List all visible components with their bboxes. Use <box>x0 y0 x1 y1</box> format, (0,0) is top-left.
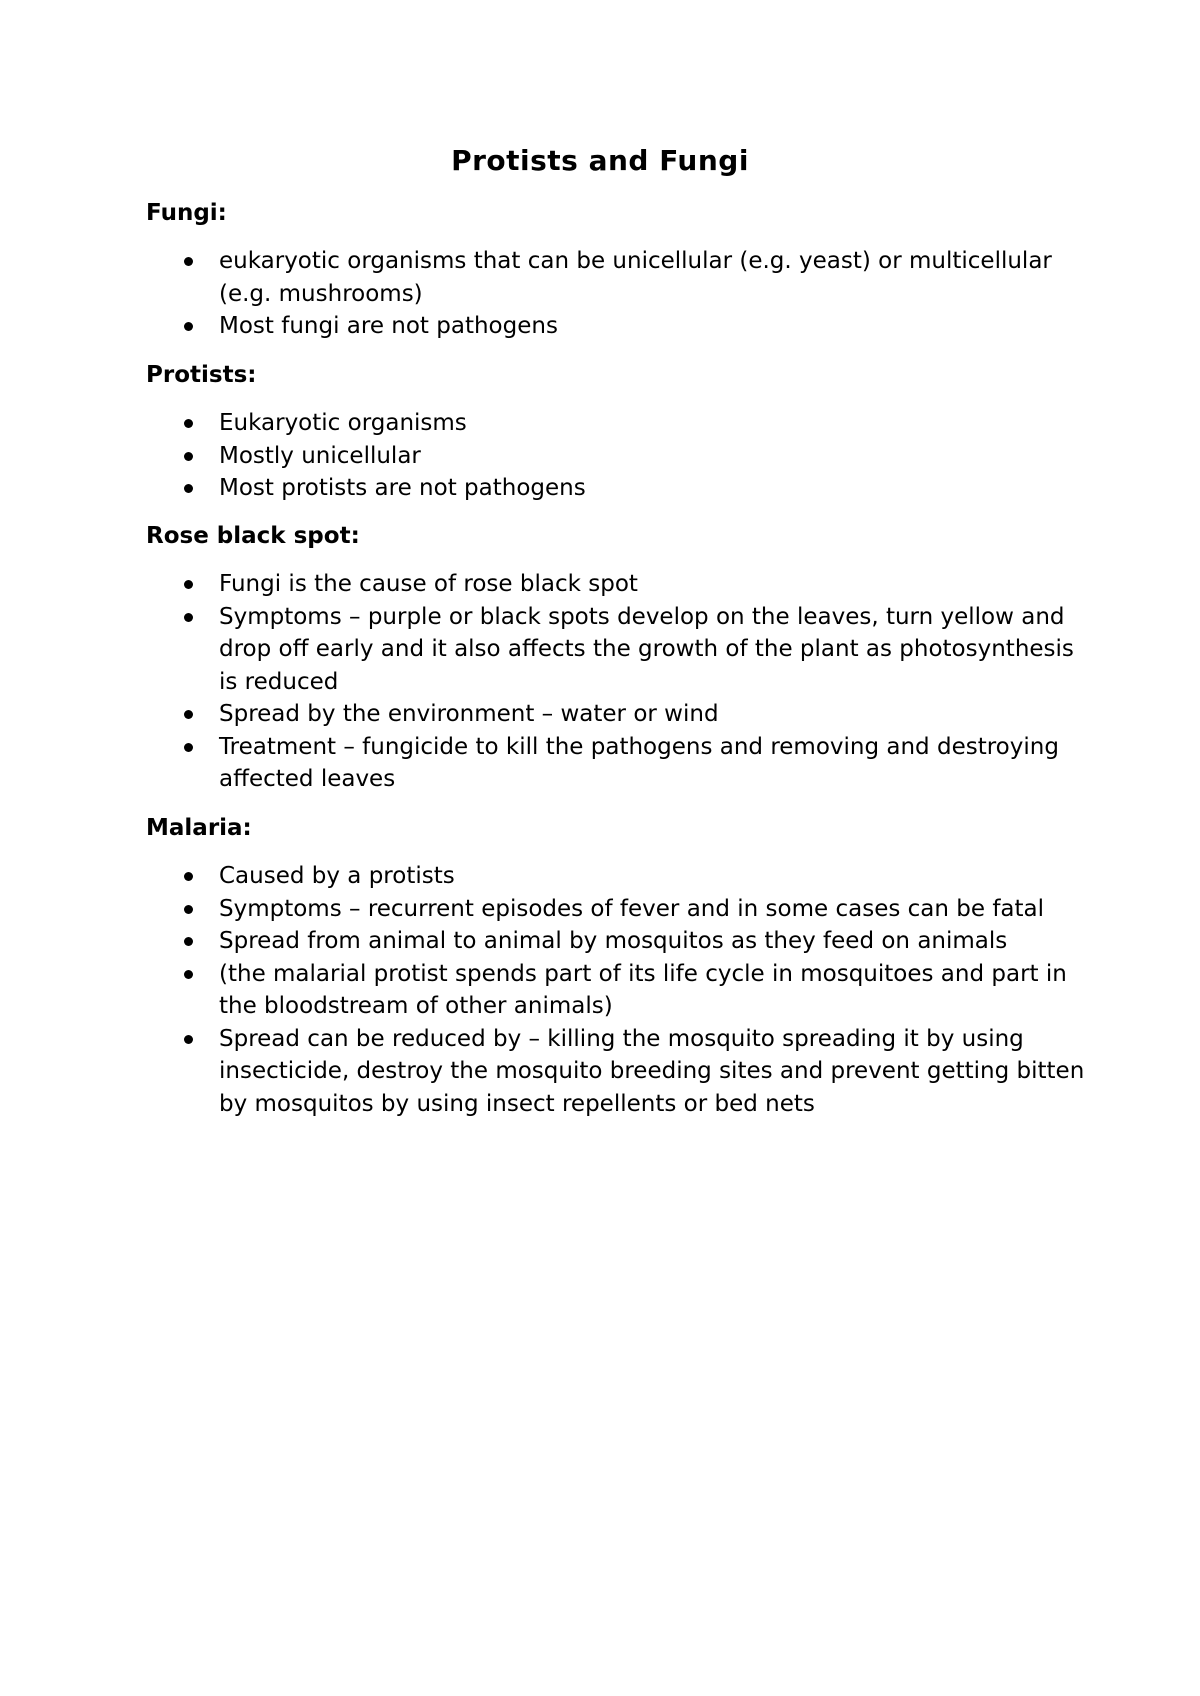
list-item-text: eukaryotic organisms that can be unicellular (e.g. yeast) or multicellular (e.g. mushrooms) <box>219 248 1052 307</box>
list-item-text: Mostly unicellular <box>219 442 421 469</box>
bullet-icon <box>184 905 193 914</box>
bullet-icon <box>184 743 193 752</box>
list-item <box>146 893 1086 926</box>
section-fungi <box>146 197 1086 343</box>
section-heading-fungi: Fungi: <box>146 200 227 226</box>
list-item <box>146 731 1086 796</box>
bullet-icon <box>184 580 193 589</box>
list-item-text: Most protists are not pathogens <box>219 475 586 501</box>
list-item <box>146 568 1086 601</box>
list-item-text: Fungi is the cause of rose black spot <box>219 571 638 597</box>
bullet-icon <box>184 484 193 493</box>
bullet-list-malaria <box>146 860 1086 1120</box>
section-protists <box>146 359 1086 505</box>
bullet-icon <box>184 872 193 881</box>
list-item-text: Treatment – fungicide to kill the pathogens and removing and destroying affected leaves <box>219 733 1059 792</box>
bullet-icon <box>184 613 193 622</box>
list-item-text: Caused by a protists <box>219 863 455 889</box>
list-item <box>146 1023 1086 1121</box>
list-item <box>146 407 1086 440</box>
bullet-icon <box>184 937 193 946</box>
bullet-icon <box>184 710 193 719</box>
bullet-icon <box>184 322 193 331</box>
list-item <box>146 925 1086 958</box>
bullet-list-fungi <box>146 245 1086 343</box>
list-item-text: (the malarial protist spends part of its life cycle in mosquitoes and part in the bloodstream of other animals) <box>219 960 1067 1019</box>
list-item-text: Spread can be reduced by – killing the mosquito spreading it by using insecticide, destroy the mosquito breeding sites and prevent getting bitten by mosquitos by using insect repellents or bed nets <box>219 1025 1085 1117</box>
list-item <box>146 698 1086 731</box>
bullet-icon <box>184 452 193 461</box>
bullet-icon <box>184 970 193 979</box>
bullet-list-rose-black-spot <box>146 568 1086 796</box>
list-item <box>146 440 1086 473</box>
list-item-text: Spread by the environment – water or wind <box>219 701 719 727</box>
section-malaria <box>146 812 1086 1120</box>
list-item <box>146 958 1086 1023</box>
bullet-icon <box>184 419 193 428</box>
bullet-icon <box>184 257 193 266</box>
list-item-text: Most fungi are not pathogens <box>219 313 558 339</box>
list-item <box>146 245 1086 310</box>
section-heading-protists: Protists: <box>146 362 257 388</box>
list-item <box>146 472 1086 505</box>
section-rose-black-spot <box>146 520 1086 796</box>
bullet-list-protists <box>146 407 1086 505</box>
bullet-icon <box>184 1035 193 1044</box>
list-item <box>146 310 1086 343</box>
list-item-text: Symptoms – purple or black spots develop on the leaves, turn yellow and drop off early and it also affects the growth of the plant as photosynthesis is reduced <box>219 603 1074 695</box>
list-item <box>146 860 1086 893</box>
section-heading-malaria: Malaria: <box>146 815 252 841</box>
list-item-text: Symptoms – recurrent episodes of fever and in some cases can be fatal <box>219 895 1045 922</box>
page-title: Protists and Fungi <box>451 144 749 177</box>
list-item <box>146 601 1086 699</box>
list-item-text: Spread from animal to animal by mosquitos as they feed on animals <box>219 928 1008 954</box>
section-heading-rose-black-spot: Rose black spot: <box>146 523 360 549</box>
list-item-text: Eukaryotic organisms <box>219 410 467 436</box>
